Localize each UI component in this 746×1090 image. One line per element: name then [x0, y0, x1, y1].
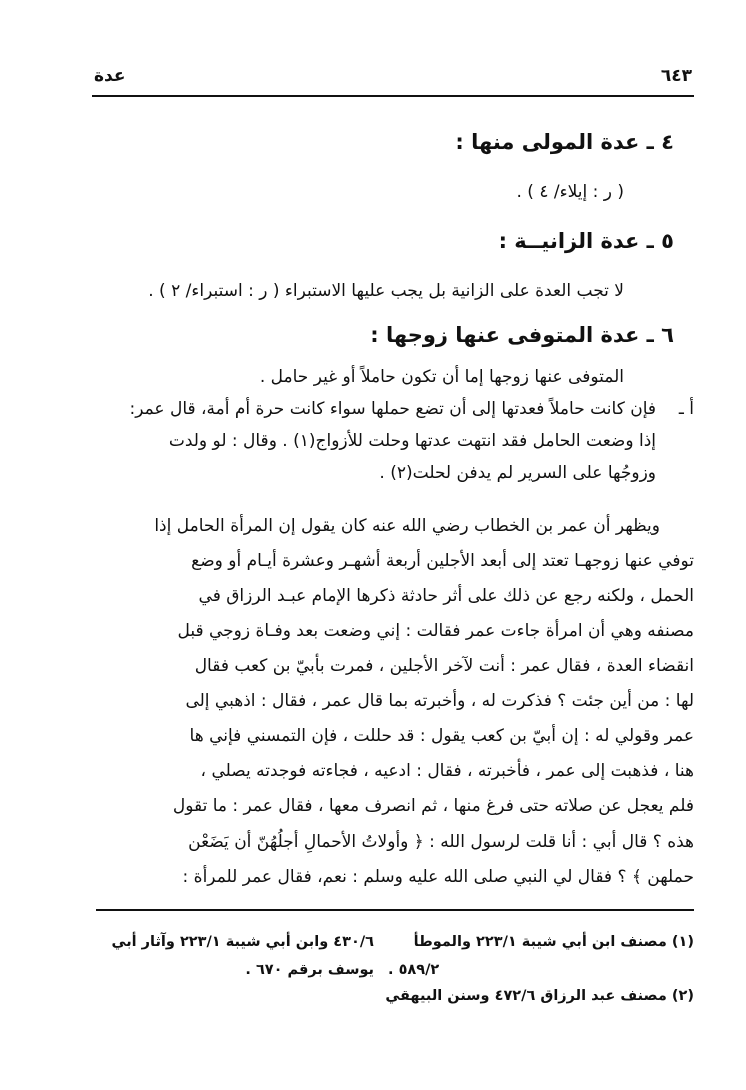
paragraph-line: فلم يعجل عن صلاته حتى فرغ منها ، ثم انصرف معها ، فقال عمر : ما تقول	[172, 796, 694, 816]
section-6-heading: ٦ ـ عدة المتوفى عنها زوجها :	[370, 323, 674, 347]
section-5-text: لا تجب العدة على الزانية بل يجب عليها الاستبراء ( ر : استبراء/ ٢ ) .	[148, 281, 624, 301]
paragraph-line: عمر وقولي له : إن أبيّ بن كعب يقول : قد حللت ، فإن التمسني فإني ها	[189, 726, 694, 746]
paragraph-line: حملهن ﴾ ؟ فقال لي النبي صلى الله عليه وسلم : نعم، فقال عمر للمرأة :	[182, 867, 694, 887]
point-a-line: إذا وضعت الحامل فقد انتهت عدتها وحلت للأزواج(١) . وقال : لو ولدت	[168, 431, 656, 451]
header-rule	[92, 95, 694, 97]
paragraph-line: ويظهر أن عمر بن الخطاب رضي الله عنه كان يقول إن المرأة الحامل إذا	[154, 516, 660, 536]
footnote-1-right-line1: (١) مصنف ابن أبي شيبة ٢٢٣/١ والموطأ	[413, 934, 694, 950]
footnote-2: (٢) مصنف عبد الرزاق ٤٧٢/٦ وسنن البيهقي	[385, 988, 694, 1004]
section-6-intro: المتوفى عنها زوجها إما أن تكون حاملاً أو غير حامل .	[259, 367, 624, 387]
section-4-reference: ( ر : إيلاء/ ٤ ) .	[516, 182, 624, 202]
footnote-1-right-line2: ٥٨٩/٢ .	[388, 962, 440, 978]
page-number: ٦٤٣	[660, 66, 692, 86]
paragraph-line: لها : من أين جئت ؟ فذكرت له ، وأخبرته بما قال عمر ، فقال : اذهبي إلى	[185, 691, 694, 711]
point-a-line: فإن كانت حاملاً فعدتها إلى أن تضع حملها سواء كانت حرة أم أمة، قال عمر:	[129, 399, 656, 419]
footnote-1-left-line2: يوسف برقم ٦٧٠ .	[245, 962, 374, 978]
footnote-rule	[96, 909, 694, 911]
running-title: عدة	[94, 66, 126, 86]
point-a-marker: أ ـ	[678, 399, 694, 419]
footnote-1-left-line1: ٤٣٠/٦ وابن أبي شيبة ٢٢٣/١ وآثار أبي	[111, 934, 374, 950]
paragraph-line: هنا ، فذهبت إلى عمر ، فأخبرته ، فقال : ادعيه ، فجاءته فوجدته يصلي ،	[200, 761, 694, 781]
paragraph-line: الحمل ، ولكنه رجع عن ذلك على أثر حادثة ذكرها الإمام عبـد الرزاق في	[198, 586, 694, 606]
section-4-heading: ٤ ـ عدة المولى منها :	[455, 130, 674, 154]
paragraph-line: مصنفه وهي أن امرأة جاءت عمر فقالت : إني وضعت بعد وفـاة زوجي قبل	[177, 621, 694, 641]
paragraph-line: انقضاء العدة ، فقال عمر : أنت لآخر الأجلين ، فمرت بأبيّ بن كعب فقال	[194, 656, 694, 676]
point-a-line: وزوجُها على السرير لم يدفن لحلت(٢) .	[379, 463, 656, 483]
paragraph-line: توفي عنها زوجهـا تعتد إلى أبعد الأجلين أربعة أشهـر وعشرة أيـام أو وضع	[191, 551, 694, 571]
section-5-heading: ٥ ـ عدة الزانيــة :	[498, 229, 674, 253]
paragraph-line: هذه ؟ قال أبي : أنا قلت لرسول الله : ﴿ وأولاتُ الأحمالِ أجلُهُنّ أن يَضَعْن	[188, 832, 694, 852]
